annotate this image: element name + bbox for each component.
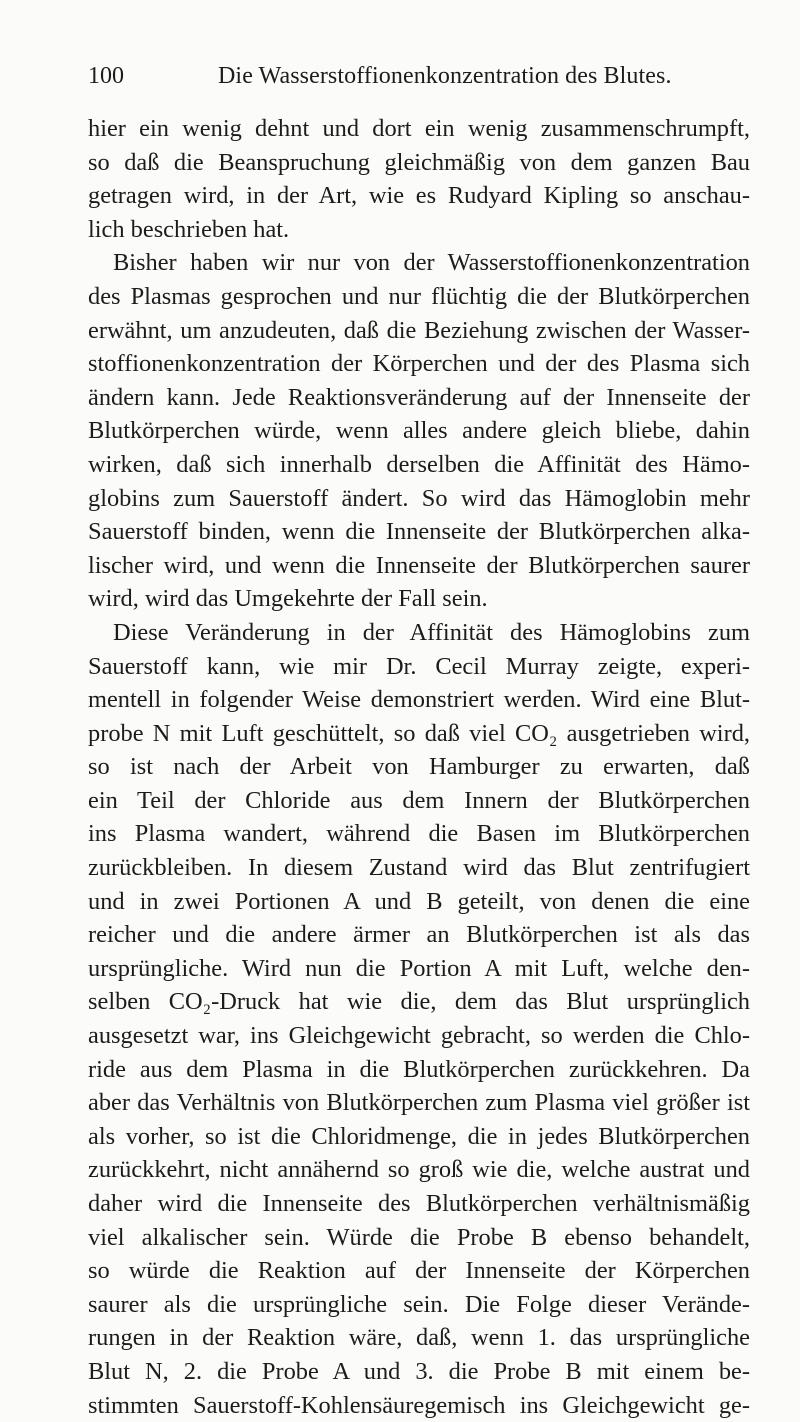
paragraph-2	[88, 246, 750, 616]
text-line: wird, wird das Umgekehrte der Fall sein.	[88, 585, 488, 613]
page-number: 100	[88, 63, 124, 89]
text-line: zurückkehrt, nicht annähernd so groß wie die, welche austrat und	[88, 1156, 750, 1184]
text-line: hier ein wenig dehnt und dort ein wenig zusammenschrumpft,	[88, 115, 750, 142]
paragraph-1	[88, 112, 750, 246]
text-line: Diese Veränderung in der Affinität des Hämoglobins zum	[113, 618, 750, 646]
text-line: probe N mit Luft geschüttelt, so daß viel CO₂ ausgetrieben wird,	[88, 719, 750, 747]
text-line: Sauerstoff kann, wie mir Dr. Cecil Murray zeigte, experi-	[88, 652, 750, 680]
text-line: Blutkörperchen würde, wenn alles andere gleich bliebe, dahin	[88, 417, 750, 445]
text-line: ride aus dem Plasma in die Blutkörperchen zurückkehren. Da	[88, 1055, 750, 1083]
text-line: rungen in der Reaktion wäre, daß, wenn 1. das ursprüngliche	[88, 1324, 750, 1352]
text-line: Bisher haben wir nur von der Wasserstoffionenkonzentration	[113, 249, 750, 277]
text-line: ins Plasma wandert, während die Basen im Blutkörperchen	[88, 820, 750, 848]
text-line: lich beschrieben hat.	[88, 215, 290, 243]
text-line: wirken, daß sich innerhalb derselben die Affinität des Hämo-	[88, 450, 750, 478]
text-line: so würde die Reaktion auf der Innenseite der Körperchen	[88, 1257, 750, 1285]
text-line: ein Teil der Chloride aus dem Innern der Blutkörperchen	[88, 786, 750, 814]
body-text	[88, 112, 750, 1422]
running-title: Die Wasserstoffionenkonzentration des Blutes.	[218, 63, 672, 89]
text-line: stimmten Sauerstoff-Kohlensäuregemisch ins Gleichgewicht ge-	[88, 1391, 750, 1419]
text-line: erwähnt, um anzudeuten, daß die Beziehung zwischen der Wasser-	[88, 316, 750, 344]
text-line: globins zum Sauerstoff ändert. So wird das Hämoglobin mehr	[88, 484, 750, 512]
text-line: daher wird die Innenseite des Blutkörperchen verhältnismäßig	[88, 1190, 750, 1217]
page-header	[88, 58, 748, 94]
text-line: reicher und die andere ärmer an Blutkörperchen ist als das	[88, 921, 750, 949]
text-line: viel alkalischer sein. Würde die Probe B ebenso behandelt,	[88, 1223, 750, 1251]
text-line: des Plasmas gesprochen und nur flüchtig die der Blutkörperchen	[88, 282, 750, 310]
text-line: selben CO₂-Druck hat wie die, dem das Blut ursprünglich	[88, 988, 750, 1016]
text-line: Sauerstoff binden, wenn die Innenseite der Blutkörperchen alka-	[88, 518, 750, 546]
text-line: ausgesetzt war, ins Gleichgewicht gebracht, so werden die Chlo-	[88, 1022, 750, 1050]
text-line: lischer wird, und wenn die Innenseite der Blutkörperchen saurer	[88, 551, 750, 579]
text-line: mentell in folgender Weise demonstriert werden. Wird eine Blut-	[88, 686, 750, 714]
text-line: und in zwei Portionen A und B geteilt, von denen die eine	[88, 887, 750, 915]
text-line: ursprüngliche. Wird nun die Portion A mit Luft, welche den-	[88, 954, 750, 982]
text-line: stoffionenkonzentration der Körperchen und der des Plasma sich	[88, 350, 750, 378]
text-line: so daß die Beanspruchung gleichmäßig von dem ganzen Bau	[88, 148, 750, 176]
text-line: saurer als die ursprüngliche sein. Die Folge dieser Verände-	[88, 1290, 750, 1318]
text-line: als vorher, so ist die Chloridmenge, die in jedes Blutkörperchen	[88, 1122, 750, 1150]
text-line: Blut N, 2. die Probe A und 3. die Probe B mit einem be-	[88, 1357, 750, 1385]
text-line: so ist nach der Arbeit von Hamburger zu erwarten, daß	[88, 753, 750, 781]
text-line: zurückbleiben. In diesem Zustand wird das Blut zentrifugiert	[88, 854, 750, 882]
text-line: aber das Verhältnis von Blutkörperchen zum Plasma viel größer ist	[88, 1089, 750, 1117]
text-line: ändern kann. Jede Reaktionsveränderung auf der Innenseite der	[88, 383, 750, 411]
paragraph-3	[88, 616, 750, 1422]
text-line: getragen wird, in der Art, wie es Rudyard Kipling so anschau-	[88, 182, 750, 210]
